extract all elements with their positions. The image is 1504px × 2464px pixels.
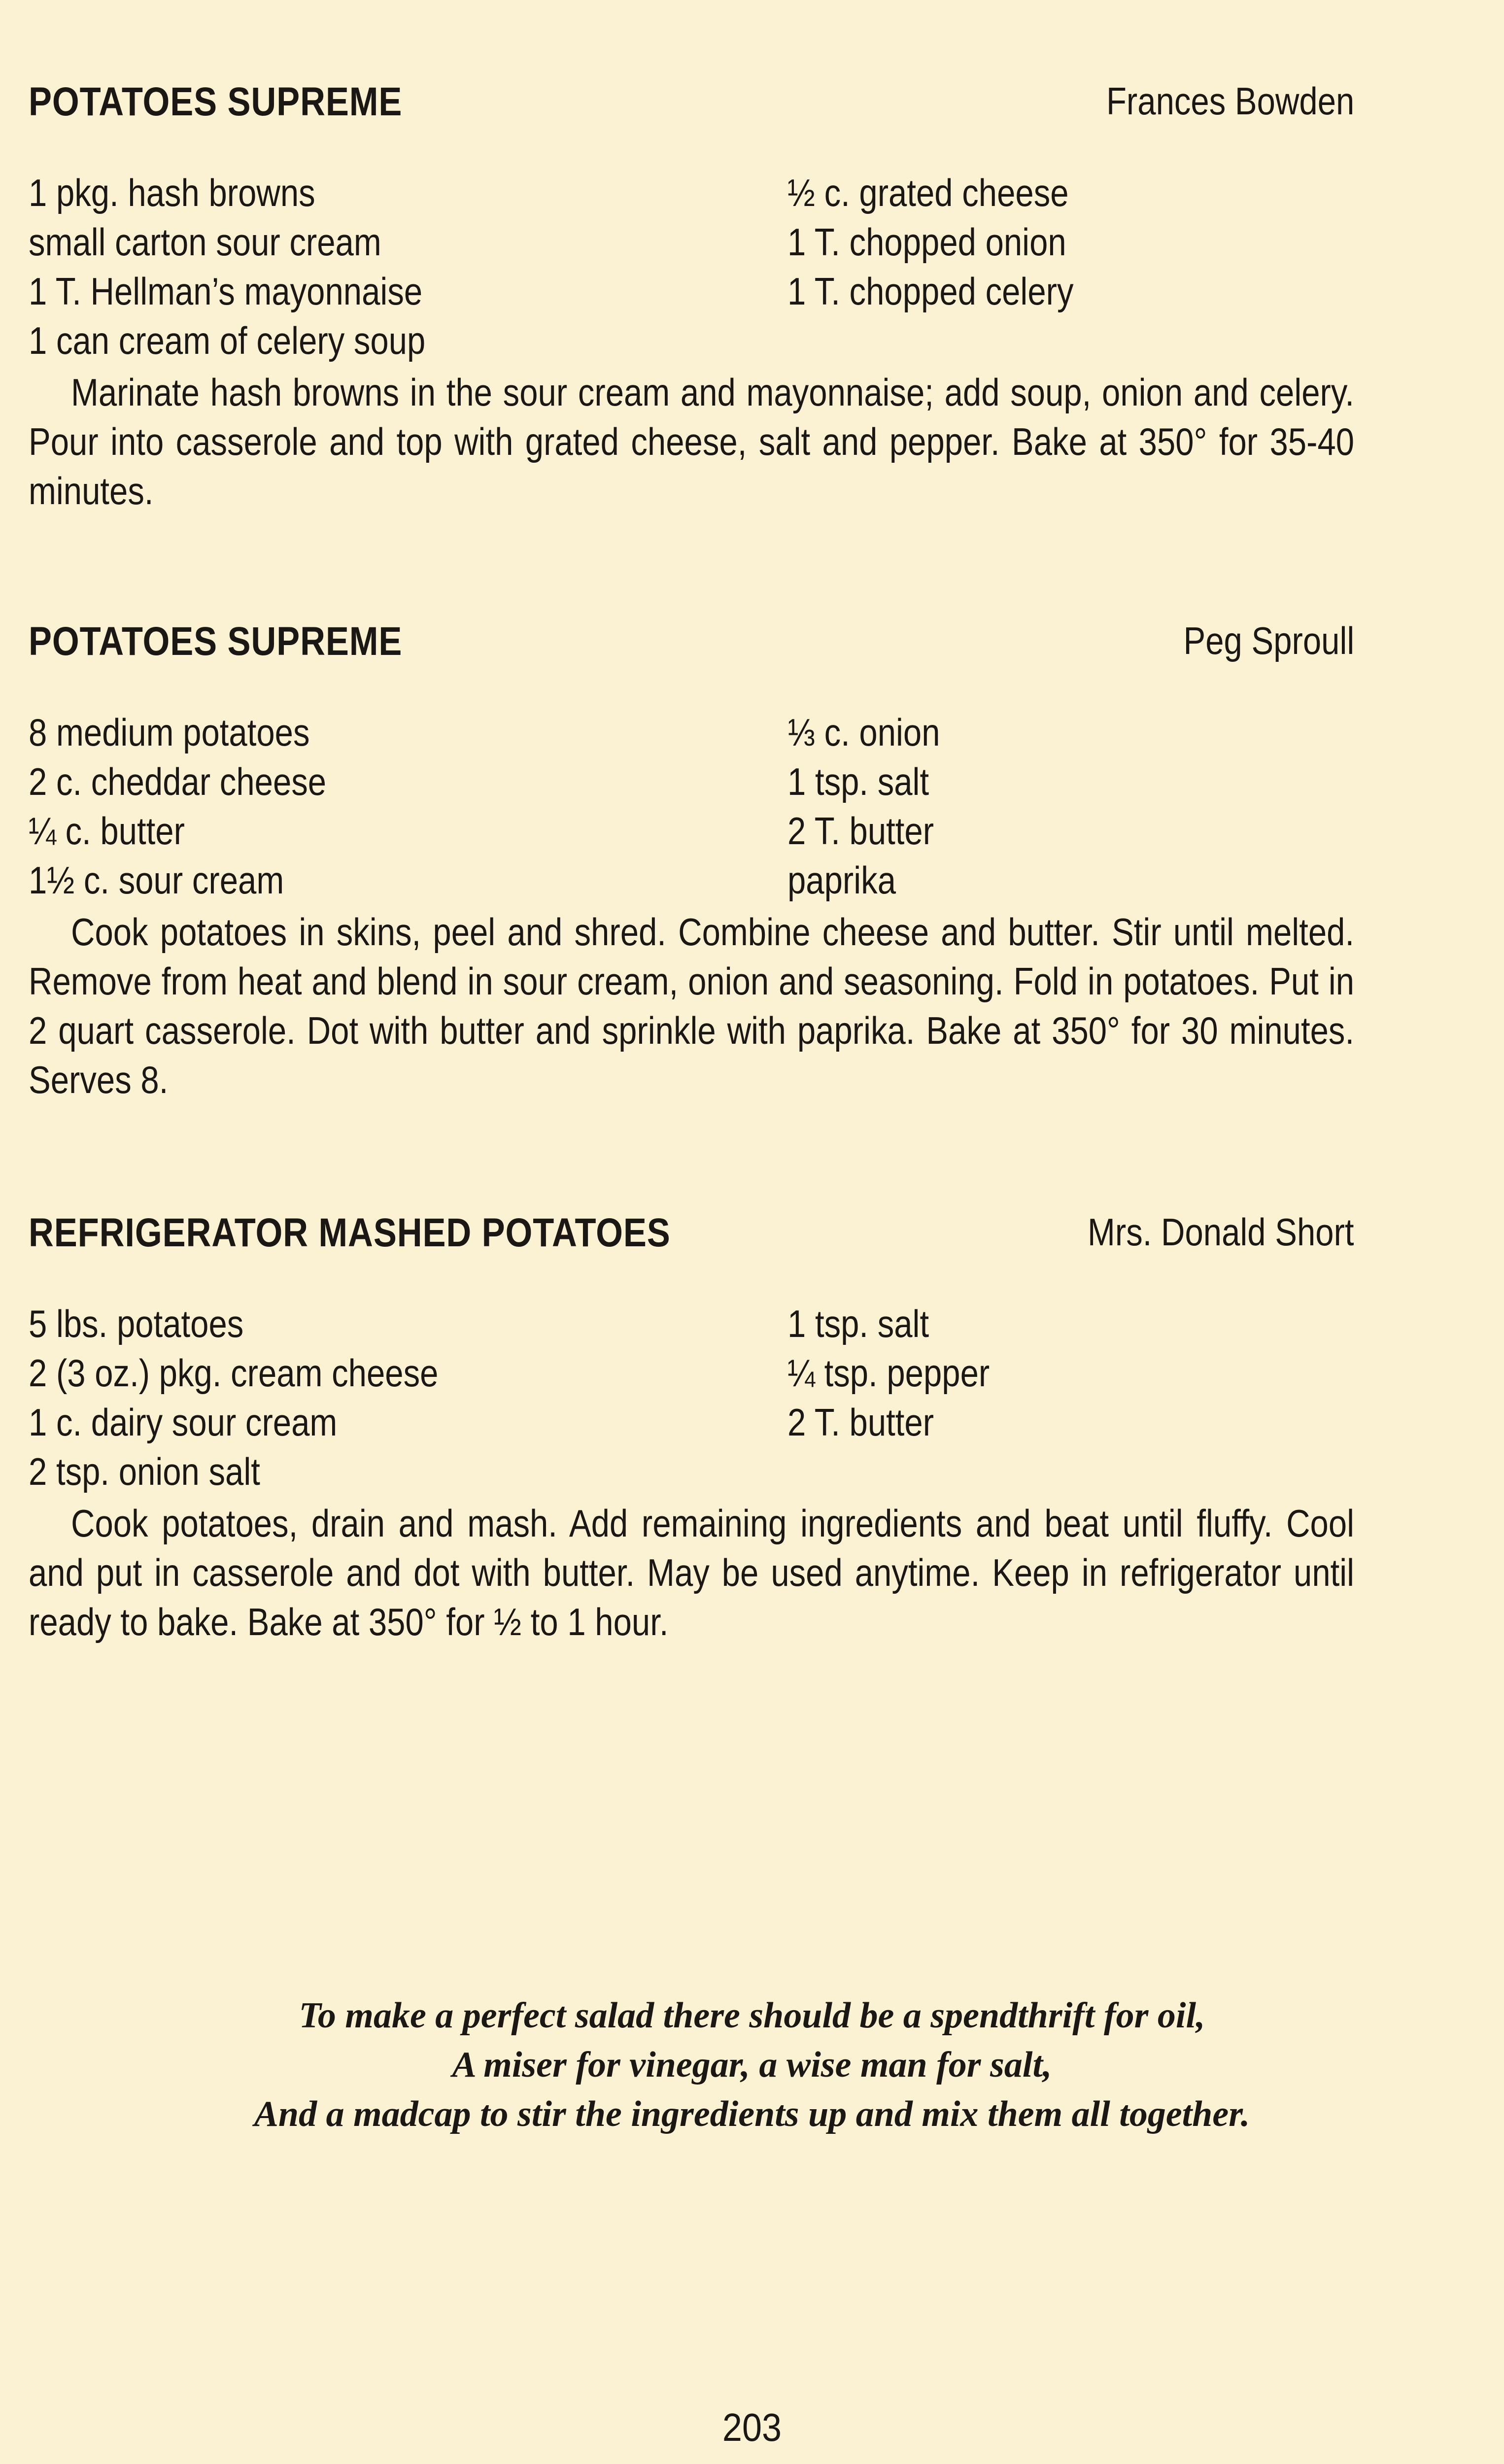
ingredient-row: [29, 318, 1354, 368]
ingredient: 1 T. Hellman’s mayonnaise: [29, 270, 423, 313]
ingredient: 1 pkg. hash browns: [29, 171, 315, 214]
quote-line: And a madcap to stir the ingredients up and mix them all together.: [254, 2094, 1250, 2134]
ingredient: 1½ c. sour cream: [29, 858, 284, 902]
ingredient-row: [29, 171, 1354, 220]
ingredient: 8 medium potatoes: [29, 711, 310, 754]
ingredient-list: [29, 710, 1354, 907]
quote-line: A miser for vinegar, a wise man for salt,: [452, 2045, 1052, 2085]
recipe-header: [29, 1210, 1354, 1259]
ingredient: ¼ tsp. pepper: [787, 1351, 990, 1395]
ingredient: 1 tsp. salt: [787, 760, 929, 803]
recipe-header: [29, 79, 1354, 128]
ingredient-row: [29, 220, 1354, 269]
ingredient: small carton sour cream: [29, 220, 381, 264]
ingredient-row: [29, 1301, 1354, 1351]
ingredient: 2 T. butter: [787, 809, 934, 853]
ingredient-row: [29, 269, 1354, 318]
recipe-author: Mrs. Donald Short: [1088, 1210, 1354, 1254]
ingredient-row: [29, 858, 1354, 907]
ingredient: 5 lbs. potatoes: [29, 1302, 244, 1345]
recipe-author: Peg Sproull: [1183, 619, 1354, 662]
ingredient: 1 can cream of celery soup: [29, 319, 426, 362]
ingredient: 2 c. cheddar cheese: [29, 760, 327, 803]
ingredient-row: [29, 1449, 1354, 1499]
recipe-directions: Cook potatoes in skins, peel and shred. Combine cheese and butter. Stir until melted. Remove from heat and blend in sour cream, onion and seasoning. Fold in potatoes. Put in 2 quart casserole. Dot with butter and sprinkle with paprika. Bake at 350° for 30 minutes. Serves 8.: [29, 910, 1355, 1101]
ingredient: 1 tsp. salt: [787, 1302, 929, 1345]
ingredient: ¼ c. butter: [29, 809, 185, 853]
ingredient-list: [29, 1301, 1354, 1499]
ingredient: 1 T. chopped celery: [787, 270, 1074, 313]
salad-quote: [0, 1991, 1504, 2139]
ingredient: 1 c. dairy sour cream: [29, 1401, 338, 1444]
recipe-title: REFRIGERATOR MASHED POTATOES: [29, 1210, 671, 1255]
recipe-header: [29, 618, 1354, 668]
ingredient: 2 (3 oz.) pkg. cream cheese: [29, 1351, 439, 1395]
quote-line: To make a perfect salad there should be a spendthrift for oil,: [299, 1995, 1205, 2036]
ingredient-list: [29, 171, 1354, 368]
recipe-potatoes-supreme-sproull: [29, 618, 1354, 1104]
recipe-author: Frances Bowden: [1106, 79, 1354, 123]
recipe-potatoes-supreme-bowden: [29, 79, 1354, 515]
ingredient-row: [29, 1400, 1354, 1449]
recipe-title: POTATOES SUPREME: [29, 619, 403, 664]
ingredient: 1 T. chopped onion: [787, 220, 1066, 264]
recipe-directions: Marinate hash browns in the sour cream and mayonnaise; add soup, onion and celery. Pour into casserole and top with grated cheese, salt and pepper. Bake at 350° for 35-40 minutes.: [29, 371, 1355, 513]
page-number: 203: [722, 2405, 782, 2449]
ingredient-row: [29, 710, 1354, 759]
ingredient-row: [29, 809, 1354, 858]
ingredient-row: [29, 759, 1354, 809]
ingredient: 2 tsp. onion salt: [29, 1450, 260, 1493]
recipe-directions: Cook potatoes, drain and mash. Add remaining ingredients and beat until fluffy. Cool and put in casserole and dot with butter. May be used anytime. Keep in refrigerator until ready to bake. Bake at 350° for ½ to 1 hour.: [29, 1502, 1355, 1643]
ingredient: ½ c. grated cheese: [787, 171, 1069, 214]
ingredient: paprika: [787, 858, 896, 902]
recipe-title: POTATOES SUPREME: [29, 79, 403, 124]
ingredient-row: [29, 1351, 1354, 1400]
recipe-refrigerator-mashed-potatoes: [29, 1210, 1354, 1646]
ingredient: ⅓ c. onion: [787, 711, 940, 754]
ingredient: 2 T. butter: [787, 1401, 934, 1444]
